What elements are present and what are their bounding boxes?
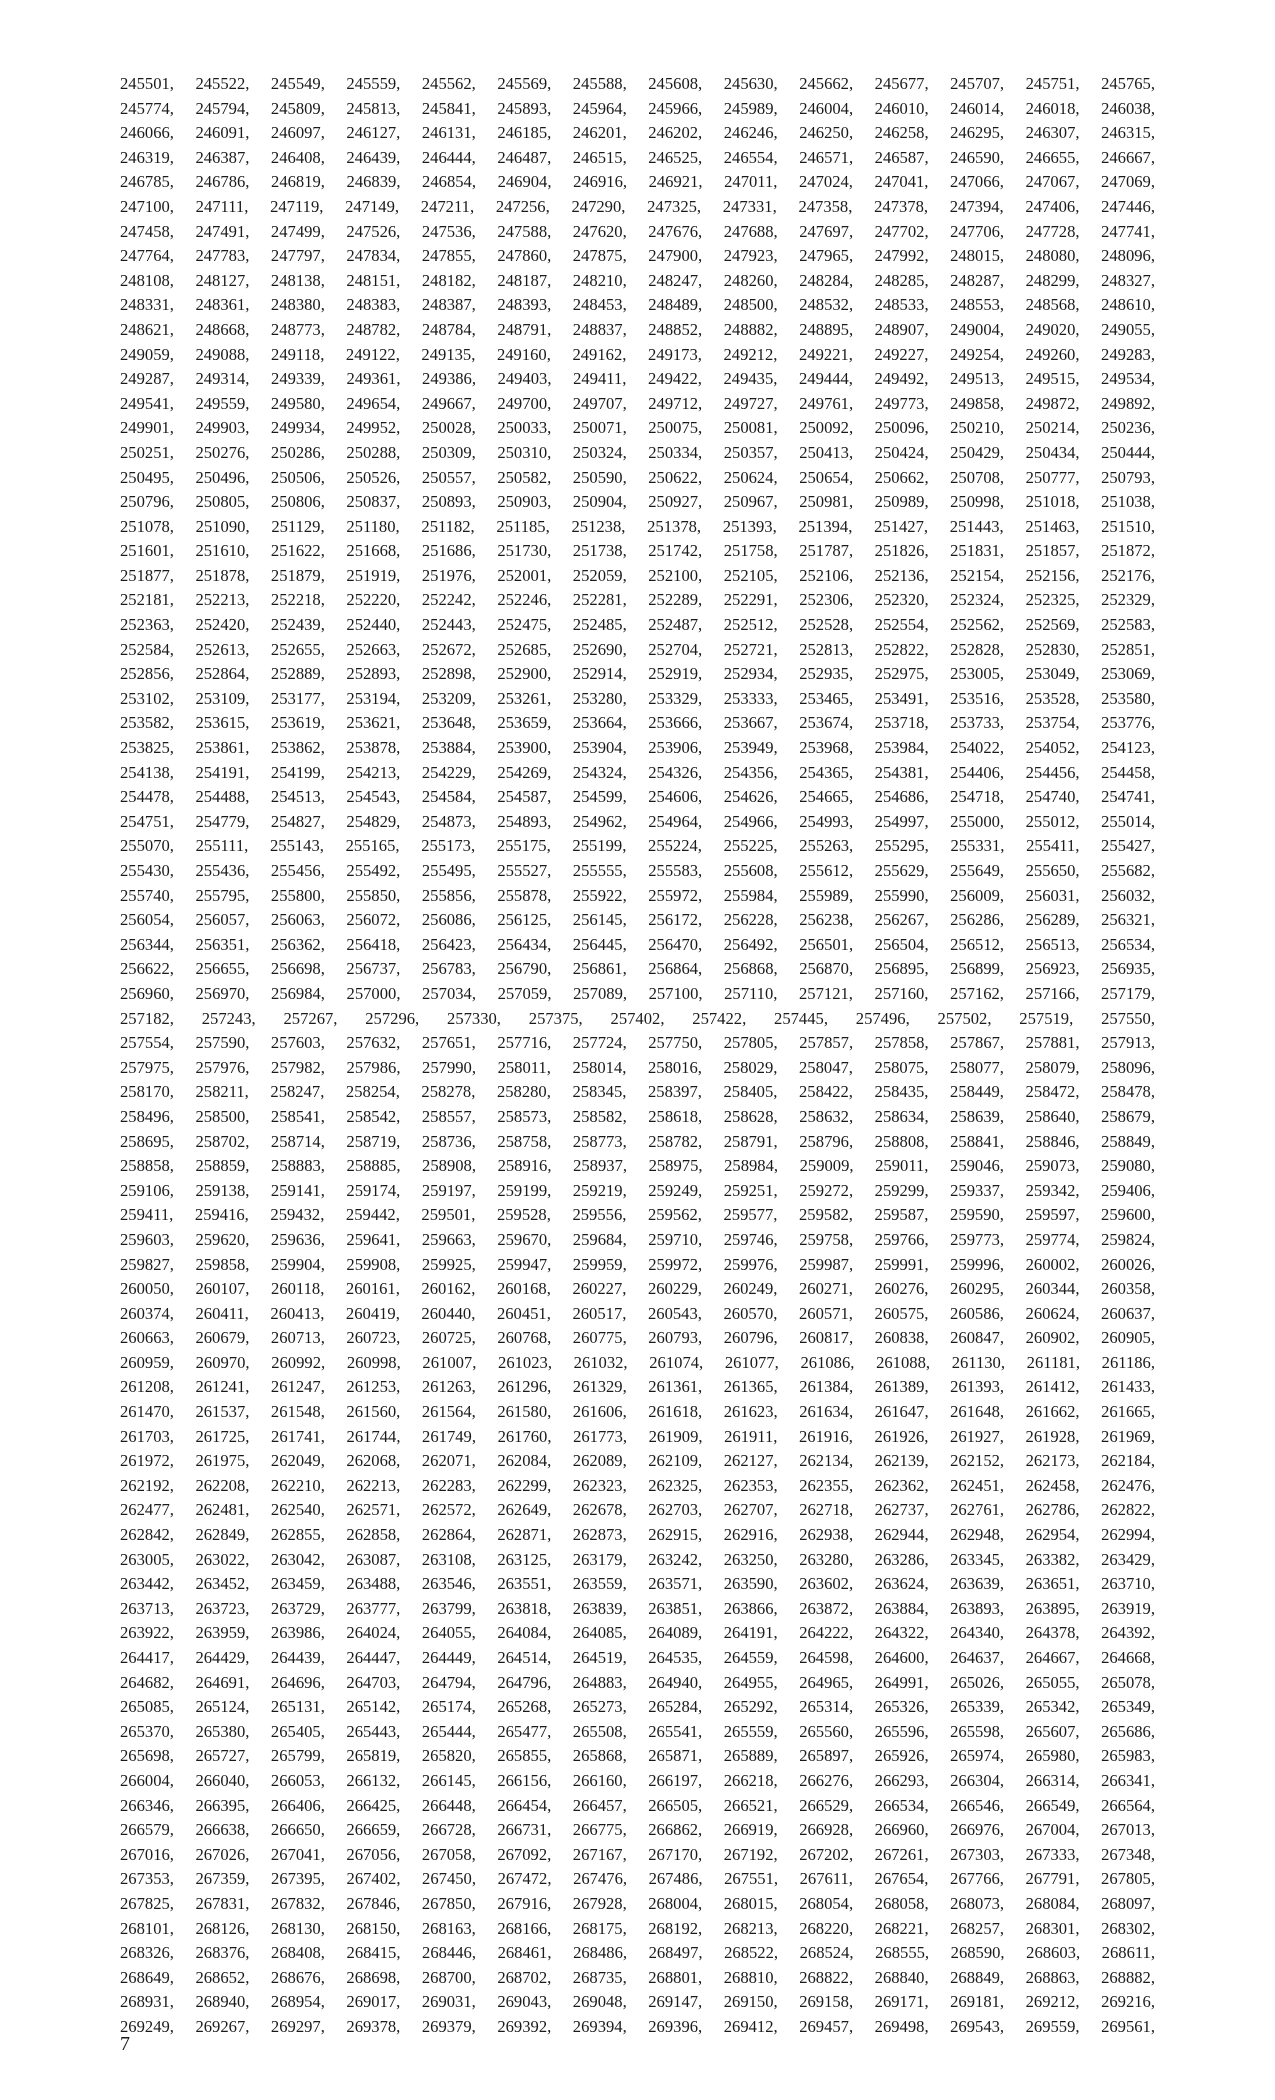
number-line: 246319, 246387, 246408, 246439, 246444, 246487, 246515, 246525, 246554, 246571, 246587, 246590, 246655, 246667,: [120, 147, 1155, 167]
number-line: 269249, 269267, 269297, 269378, 269379, 269392, 269394, 269396, 269412, 269457, 269498, 269543, 269559, 269561,: [120, 2016, 1155, 2036]
number-line: 251877, 251878, 251879, 251919, 251976, 252001, 252059, 252100, 252105, 252106, 252136, 252154, 252156, 252176,: [120, 565, 1155, 585]
number-line: 250796, 250805, 250806, 250837, 250893, 250903, 250904, 250927, 250967, 250981, 250989, 250998, 251018, 251038,: [120, 492, 1155, 512]
number-line: 245774, 245794, 245809, 245813, 245841, 245893, 245964, 245966, 245989, 246004, 246010, 246014, 246018, 246038,: [120, 98, 1155, 118]
number-line: 258170, 258211, 258247, 258254, 258278, 258280, 258345, 258397, 258405, 258422, 258435, 258449, 258472, 258478,: [120, 1082, 1155, 1102]
number-line: 255740, 255795, 255800, 255850, 255856, 255878, 255922, 255972, 255984, 255989, 255990, 256009, 256031, 256032,: [120, 885, 1155, 905]
number-line: 248108, 248127, 248138, 248151, 248182, 248187, 248210, 248247, 248260, 248284, 248285, 248287, 248299, 248327,: [120, 270, 1155, 290]
number-line: 248331, 248361, 248380, 248383, 248387, 248393, 248453, 248489, 248500, 248532, 248533, 248553, 248568, 248610,: [120, 295, 1155, 315]
number-line: 256622, 256655, 256698, 256737, 256783, 256790, 256861, 256864, 256868, 256870, 256895, 256899, 256923, 256935,: [120, 959, 1155, 979]
number-line: 257975, 257976, 257982, 257986, 257990, 258011, 258014, 258016, 258029, 258047, 258075, 258077, 258079, 258096,: [120, 1057, 1155, 1077]
number-line: 257182, 257243, 257267, 257296, 257330, 257375, 257402, 257422, 257445, 257496, 257502, 257519, 257550,: [120, 1008, 1155, 1028]
number-line: 254478, 254488, 254513, 254543, 254584, 254587, 254599, 254606, 254626, 254665, 254686, 254718, 254740, 254741,: [120, 787, 1155, 807]
number-line: 266346, 266395, 266406, 266425, 266448, 266454, 266457, 266505, 266521, 266529, 266534, 266546, 266549, 266564,: [120, 1795, 1155, 1815]
number-line: 263442, 263452, 263459, 263488, 263546, 263551, 263559, 263571, 263590, 263602, 263624, 263639, 263651, 263710,: [120, 1574, 1155, 1594]
number-line: 250251, 250276, 250286, 250288, 250309, 250310, 250324, 250334, 250357, 250413, 250424, 250429, 250434, 250444,: [120, 442, 1155, 462]
number-line: 261470, 261537, 261548, 261560, 261564, 261580, 261606, 261618, 261623, 261634, 261647, 261648, 261662, 261665,: [120, 1402, 1155, 1422]
number-line: 246785, 246786, 246819, 246839, 246854, 246904, 246916, 246921, 247011, 247024, 247041, 247066, 247067, 247069,: [120, 172, 1155, 192]
number-line: 267353, 267359, 267395, 267402, 267450, 267472, 267476, 267486, 267551, 267611, 267654, 267766, 267791, 267805,: [120, 1869, 1155, 1889]
number-line: 254751, 254779, 254827, 254829, 254873, 254893, 254962, 254964, 254966, 254993, 254997, 255000, 255012, 255014,: [120, 811, 1155, 831]
number-line: 263005, 263022, 263042, 263087, 263108, 263125, 263179, 263242, 263250, 263280, 263286, 263345, 263382, 263429,: [120, 1549, 1155, 1569]
number-line: 268326, 268376, 268408, 268415, 268446, 268461, 268486, 268497, 268522, 268524, 268555, 268590, 268603, 268611,: [120, 1943, 1155, 1963]
number-line: 262842, 262849, 262855, 262858, 262864, 262871, 262873, 262915, 262916, 262938, 262944, 262948, 262954, 262994,: [120, 1525, 1155, 1545]
number-line: 268649, 268652, 268676, 268698, 268700, 268702, 268735, 268801, 268810, 268822, 268840, 268849, 268863, 268882,: [120, 1967, 1155, 1987]
number-line: 260050, 260107, 260118, 260161, 260162, 260168, 260227, 260229, 260249, 260271, 260276, 260295, 260344, 260358,: [120, 1279, 1155, 1299]
number-line: 252584, 252613, 252655, 252663, 252672, 252685, 252690, 252704, 252721, 252813, 252822, 252828, 252830, 252851,: [120, 639, 1155, 659]
number-line: 259106, 259138, 259141, 259174, 259197, 259199, 259219, 259249, 259251, 259272, 259299, 259337, 259342, 259406,: [120, 1180, 1155, 1200]
number-line: 246066, 246091, 246097, 246127, 246131, 246185, 246201, 246202, 246246, 246250, 246258, 246295, 246307, 246315,: [120, 123, 1155, 143]
number-line: 249901, 249903, 249934, 249952, 250028, 250033, 250071, 250075, 250081, 250092, 250096, 250210, 250214, 250236,: [120, 418, 1155, 438]
number-line: 256054, 256057, 256063, 256072, 256086, 256125, 256145, 256172, 256228, 256238, 256267, 256286, 256289, 256321,: [120, 910, 1155, 930]
number-line: 260663, 260679, 260713, 260723, 260725, 260768, 260775, 260793, 260796, 260817, 260838, 260847, 260902, 260905,: [120, 1328, 1155, 1348]
number-line: 265370, 265380, 265405, 265443, 265444, 265477, 265508, 265541, 265559, 265560, 265596, 265598, 265607, 265686,: [120, 1721, 1155, 1741]
number-line: 259411, 259416, 259432, 259442, 259501, 259528, 259556, 259562, 259577, 259582, 259587, 259590, 259597, 259600,: [120, 1205, 1155, 1225]
number-line: 259827, 259858, 259904, 259908, 259925, 259947, 259959, 259972, 259976, 259987, 259991, 259996, 260002, 260026,: [120, 1254, 1155, 1274]
number-line: 265698, 265727, 265799, 265819, 265820, 265855, 265868, 265871, 265889, 265897, 265926, 265974, 265980, 265983,: [120, 1746, 1155, 1766]
number-line: 253582, 253615, 253619, 253621, 253648, 253659, 253664, 253666, 253667, 253674, 253718, 253733, 253754, 253776,: [120, 713, 1155, 733]
number-line: 254138, 254191, 254199, 254213, 254229, 254269, 254324, 254326, 254356, 254365, 254381, 254406, 254456, 254458,: [120, 762, 1155, 782]
number-line: 247458, 247491, 247499, 247526, 247536, 247588, 247620, 247676, 247688, 247697, 247702, 247706, 247728, 247741,: [120, 221, 1155, 241]
number-line: 253102, 253109, 253177, 253194, 253209, 253261, 253280, 253329, 253333, 253465, 253491, 253516, 253528, 253580,: [120, 688, 1155, 708]
number-line: 255430, 255436, 255456, 255492, 255495, 255527, 255555, 255583, 255608, 255612, 255629, 255649, 255650, 255682,: [120, 861, 1155, 880]
number-line: 255070, 255111, 255143, 255165, 255173, 255175, 255199, 255224, 255225, 255263, 255295, 255331, 255411, 255427,: [120, 836, 1155, 856]
number-line: 252363, 252420, 252439, 252440, 252443, 252475, 252485, 252487, 252512, 252528, 252554, 252562, 252569, 252583,: [120, 615, 1155, 635]
number-line: 258695, 258702, 258714, 258719, 258736, 258758, 258773, 258782, 258791, 258796, 258808, 258841, 258846, 258849,: [120, 1131, 1155, 1151]
number-line: 266579, 266638, 266650, 266659, 266728, 266731, 266775, 266862, 266919, 266928, 266960, 266976, 267004, 267013,: [120, 1820, 1155, 1840]
number-line: 264682, 264691, 264696, 264703, 264794, 264796, 264883, 264940, 264955, 264965, 264991, 265026, 265055, 265078,: [120, 1672, 1155, 1692]
number-line: 247764, 247783, 247797, 247834, 247855, 247860, 247875, 247900, 247923, 247965, 247992, 248015, 248080, 248096,: [120, 246, 1155, 266]
number-line: 249541, 249559, 249580, 249654, 249667, 249700, 249707, 249712, 249727, 249761, 249773, 249858, 249872, 249892,: [120, 393, 1155, 413]
number-line: 264417, 264429, 264439, 264447, 264449, 264514, 264519, 264535, 264559, 264598, 264600, 264637, 264667, 264668,: [120, 1648, 1155, 1667]
number-line: 251601, 251610, 251622, 251668, 251686, 251730, 251738, 251742, 251758, 251787, 251826, 251831, 251857, 251872,: [120, 541, 1155, 561]
number-line: 248621, 248668, 248773, 248782, 248784, 248791, 248837, 248852, 248882, 248895, 248907, 249004, 249020, 249055,: [120, 319, 1155, 339]
number-line: 258858, 258859, 258883, 258885, 258908, 258916, 258937, 258975, 258984, 259009, 259011, 259046, 259073, 259080,: [120, 1156, 1155, 1176]
number-line: 256960, 256970, 256984, 257000, 257034, 257059, 257089, 257100, 257110, 257121, 257160, 257162, 257166, 257179,: [120, 983, 1155, 1003]
number-line: 265085, 265124, 265131, 265142, 265174, 265268, 265273, 265284, 265292, 265314, 265326, 265339, 265342, 265349,: [120, 1697, 1155, 1717]
number-line: 257554, 257590, 257603, 257632, 257651, 257716, 257724, 257750, 257805, 257857, 257858, 257867, 257881, 257913,: [120, 1033, 1155, 1053]
number-line: 263713, 263723, 263729, 263777, 263799, 263818, 263839, 263851, 263866, 263872, 263884, 263893, 263895, 263919,: [120, 1598, 1155, 1618]
number-line: 267825, 267831, 267832, 267846, 267850, 267916, 267928, 268004, 268015, 268054, 268058, 268073, 268084, 268097,: [120, 1893, 1155, 1913]
number-line: 262477, 262481, 262540, 262571, 262572, 262649, 262678, 262703, 262707, 262718, 262737, 262761, 262786, 262822,: [120, 1500, 1155, 1520]
number-line: 268101, 268126, 268130, 268150, 268163, 268166, 268175, 268192, 268213, 268220, 268221, 268257, 268301, 268302,: [120, 1918, 1155, 1938]
number-line: 247100, 247111, 247119, 247149, 247211, 247256, 247290, 247325, 247331, 247358, 247378, 247394, 247406, 247446,: [120, 196, 1155, 216]
number-line: 252181, 252213, 252218, 252220, 252242, 252246, 252281, 252289, 252291, 252306, 252320, 252324, 252325, 252329,: [120, 590, 1155, 610]
number-line: 256344, 256351, 256362, 256418, 256423, 256434, 256445, 256470, 256492, 256501, 256504, 256512, 256513, 256534,: [120, 934, 1155, 954]
number-line: 261703, 261725, 261741, 261744, 261749, 261760, 261773, 261909, 261911, 261916, 261926, 261927, 261928, 261969,: [120, 1426, 1155, 1446]
number-line: 250495, 250496, 250506, 250526, 250557, 250582, 250590, 250622, 250624, 250654, 250662, 250708, 250777, 250793,: [120, 467, 1155, 487]
number-line: 258496, 258500, 258541, 258542, 258557, 258573, 258582, 258618, 258628, 258632, 258634, 258639, 258640, 258679,: [120, 1106, 1155, 1126]
number-line: 245501, 245522, 245549, 245559, 245562, 245569, 245588, 245608, 245630, 245662, 245677, 245707, 245751, 245765,: [120, 74, 1155, 93]
number-line: 260374, 260411, 260413, 260419, 260440, 260451, 260517, 260543, 260570, 260571, 260575, 260586, 260624, 260637,: [120, 1303, 1155, 1323]
number-line: 261208, 261241, 261247, 261253, 261263, 261296, 261329, 261361, 261365, 261384, 261389, 261393, 261412, 261433,: [120, 1377, 1155, 1397]
number-line: 249287, 249314, 249339, 249361, 249386, 249403, 249411, 249422, 249435, 249444, 249492, 249513, 249515, 249534,: [120, 369, 1155, 389]
number-line: 268931, 268940, 268954, 269017, 269031, 269043, 269048, 269147, 269150, 269158, 269171, 269181, 269212, 269216,: [120, 1992, 1155, 2012]
number-line: 252856, 252864, 252889, 252893, 252898, 252900, 252914, 252919, 252934, 252935, 252975, 253005, 253049, 253069,: [120, 664, 1155, 684]
page-number: 7: [120, 2033, 130, 2055]
number-line: 261972, 261975, 262049, 262068, 262071, 262084, 262089, 262109, 262127, 262134, 262139, 262152, 262173, 262184,: [120, 1451, 1155, 1471]
number-line: 260959, 260970, 260992, 260998, 261007, 261023, 261032, 261074, 261077, 261086, 261088, 261130, 261181, 261186,: [120, 1352, 1155, 1372]
number-line: 253825, 253861, 253862, 253878, 253884, 253900, 253904, 253906, 253949, 253968, 253984, 254022, 254052, 254123,: [120, 738, 1155, 758]
number-line: 249059, 249088, 249118, 249122, 249135, 249160, 249162, 249173, 249212, 249221, 249227, 249254, 249260, 249283,: [120, 344, 1155, 364]
number-line: 267016, 267026, 267041, 267056, 267058, 267092, 267167, 267170, 267192, 267202, 267261, 267303, 267333, 267348,: [120, 1844, 1155, 1864]
number-line: 259603, 259620, 259636, 259641, 259663, 259670, 259684, 259710, 259746, 259758, 259766, 259773, 259774, 259824,: [120, 1229, 1155, 1249]
number-list: [120, 72, 1155, 2040]
number-line: 251078, 251090, 251129, 251180, 251182, 251185, 251238, 251378, 251393, 251394, 251427, 251443, 251463, 251510,: [120, 516, 1155, 536]
number-line: 266004, 266040, 266053, 266132, 266145, 266156, 266160, 266197, 266218, 266276, 266293, 266304, 266314, 266341,: [120, 1770, 1155, 1790]
number-line: 262192, 262208, 262210, 262213, 262283, 262299, 262323, 262325, 262353, 262355, 262362, 262451, 262458, 262476,: [120, 1475, 1155, 1495]
number-line: 263922, 263959, 263986, 264024, 264055, 264084, 264085, 264089, 264191, 264222, 264322, 264340, 264378, 264392,: [120, 1623, 1155, 1643]
